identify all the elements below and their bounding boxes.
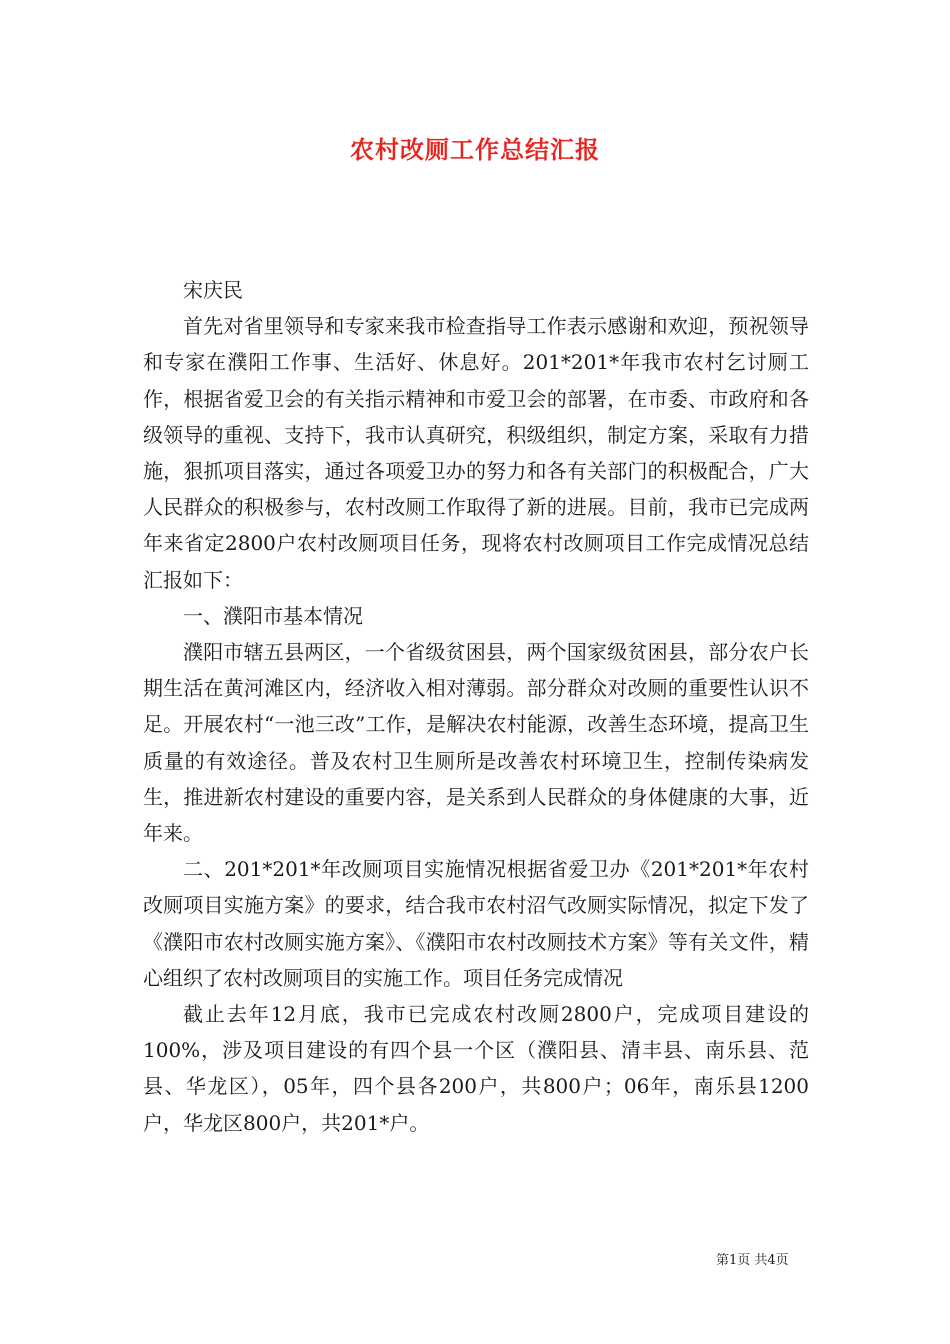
document-body xyxy=(143,272,809,1141)
section-heading: 一、濮阳市基本情况 xyxy=(183,603,363,628)
document-title: 农村改厕工作总结汇报 xyxy=(350,135,600,164)
paragraph: 截止去年12月底，我市已完成农村改厕2800户，完成项目建设的100%，涉及项目建设的有四个县一个区（濮阳县、清丰县、南乐县、范县、华龙区），05年，四个县各200户，共800户；06年，南乐县1200户，华龙区800户，共201*户。 xyxy=(143,1002,809,1135)
paragraph: 二、201*201*年改厕项目实施情况根据省爱卫办《201*201*年农村改厕项目实施方案》的要求，结合我市农村沼气改厕实际情况，拟定下发了《濮阳市农村改厕实施方案》、《濮阳市农村改厕技术方案》等有关文件，精心组织了农村改厕项目的实施工作。项目任务完成情况 xyxy=(143,857,809,990)
paragraph: 首先对省里领导和专家来我市检查指导工作表示感谢和欢迎，预祝领导和专家在濮阳工作事、生活好、休息好。201*201*年我市农村乞讨厕工作，根据省爱卫会的有关指示精神和市爱卫会的部署，在市委、市政府和各级领导的重视、支持下，我市认真研究，积级组织，制定方案，采取有力措施，狠抓项目落实，通过各项爱卫办的努力和各有关部门的积极配合，广大人民群众的积极参与，农村改厕工作取得了新的进展。目前，我市已完成两年来省定2800户农村改厕项目任务，现将农村改厕项目工作完成情况总结汇报如下： xyxy=(143,314,809,592)
author-line: 宋庆民 xyxy=(183,278,243,302)
page-number: 第1页 共4页 xyxy=(716,1253,789,1268)
paragraph: 濮阳市辖五县两区，一个省级贫困县，两个国家级贫困县，部分农户长期生活在黄河滩区内，经济收入相对薄弱。部分群众对改厕的重要性认识不足。开展农村“一池三改”工作，是解决农村能源，改善生态环境，提高卫生质量的有效途径。普及农村卫生厕所是改善农村环境卫生，控制传染病发生，推进新农村建设的重要内容，是关系到人民群众的身体健康的大事，近年来。 xyxy=(143,640,809,846)
